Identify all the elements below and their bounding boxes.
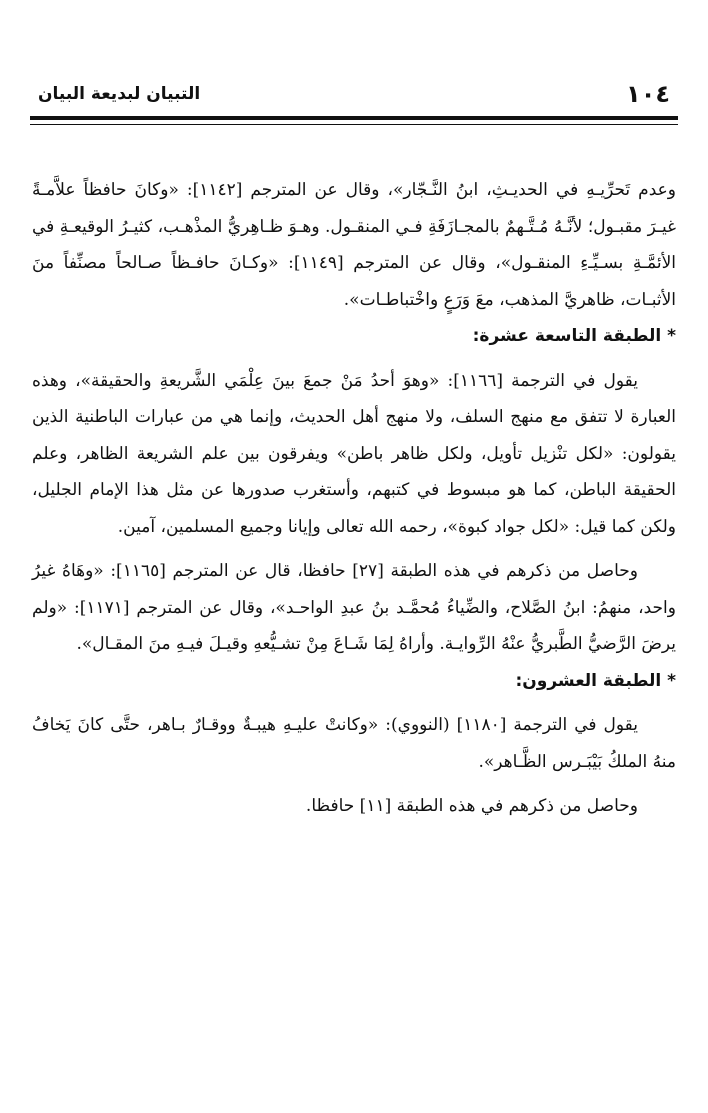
header-rule-thin [30,124,678,125]
page-header [30,80,678,110]
paragraph-3: وحاصل من ذكرهم في هذه الطبقة [٢٧] حافظا، قال عن المترجم [١١٦٥]: «وهَاهُ غيرُ واحد، منهمُ: ابنُ الصَّلاح، والضِّياءُ مُحمَّـد بنُ عبدِ الواحـد»، وقال عن المترجم [١١٧١]: «ولم يرضَ الرَّضيُّ الطَّبريُّ عنْهُ الرِّوايـة. وأراهُ لِمَا شَـاعَ مِنْ تشـيُّعهِ وقيـلَ فيـهِ منَ المقـال». [32,561,676,654]
paragraph-4: يقول في الترجمة [١١٨٠] (النووي): «وكانتْ عليـهِ هيبـةٌ ووقـارٌ بـاهر، حتَّى كانَ يَخافُ منهُ الملكُ بَيْبَـرس الظَّـاهر». [32,715,676,772]
paragraph-2: يقول في الترجمة [١١٦٦]: «وهوَ أحدُ مَنْ جمعَ بينَ عِلْمَي الشَّريعةِ والحقيقة»، وهذه العبارة لا تتفق مع منهج السلف، ولا منهج أهل الحديث، وإنما هي من عبارات الباطنية الذين يقولون: «لكل تنْزيل تأويل، ولكل ظاهر باطن» ويفرقون بين علم الشريعة الظاهر، وعلم الحقيقة الباطن، كما هو مبسوط في كتبهم، وأستغرب صدورها عن مثل هذا الإمام الجليل، ولكن كما قيل: «لكل جواد كبوة»، رحمه الله تعالى وإيانا وجميع المسلمين، آمين. [32,370,676,537]
section-heading-19: * الطبقة التاسعة عشرة: [472,326,676,346]
paragraph-5: وحاصل من ذكرهم في هذه الطبقة [١١] حافظا. [305,796,638,816]
section-heading-20: * الطبقة العشرون: [515,670,676,691]
paragraph-1: وعدم تَحرِّيـهِ في الحديـثِ، ابنُ النَّـجّار»، وقال عن المترجم [١١٤٢]: «وكانَ حافظاً علاَّمـةً غيـرَ مقبـول؛ لأنَّـهُ مُـتَّـهمٌ بالمجـازَفَةِ فـي المنقـول. وهـوَ ظـاهِريُّ المذْهـب، كثيـرُ الوقيعـةِ في الأئمَّـةِ بسـيِّـءِ المنقـول»، وقال عن المترجم [١١٤٩]: «وكـانَ حافـظاً صـالحاً مصنِّفاً منَ الأثبـات، ظاهريَّ المذهب، معَ وَرَعٍ واخْتباطـات». [32,180,676,310]
running-title: التبيان لبديعة البيان [38,84,201,104]
page-number: ١٠٤ [626,80,670,108]
page-body [32,172,676,825]
header-rule-thick [30,116,678,120]
